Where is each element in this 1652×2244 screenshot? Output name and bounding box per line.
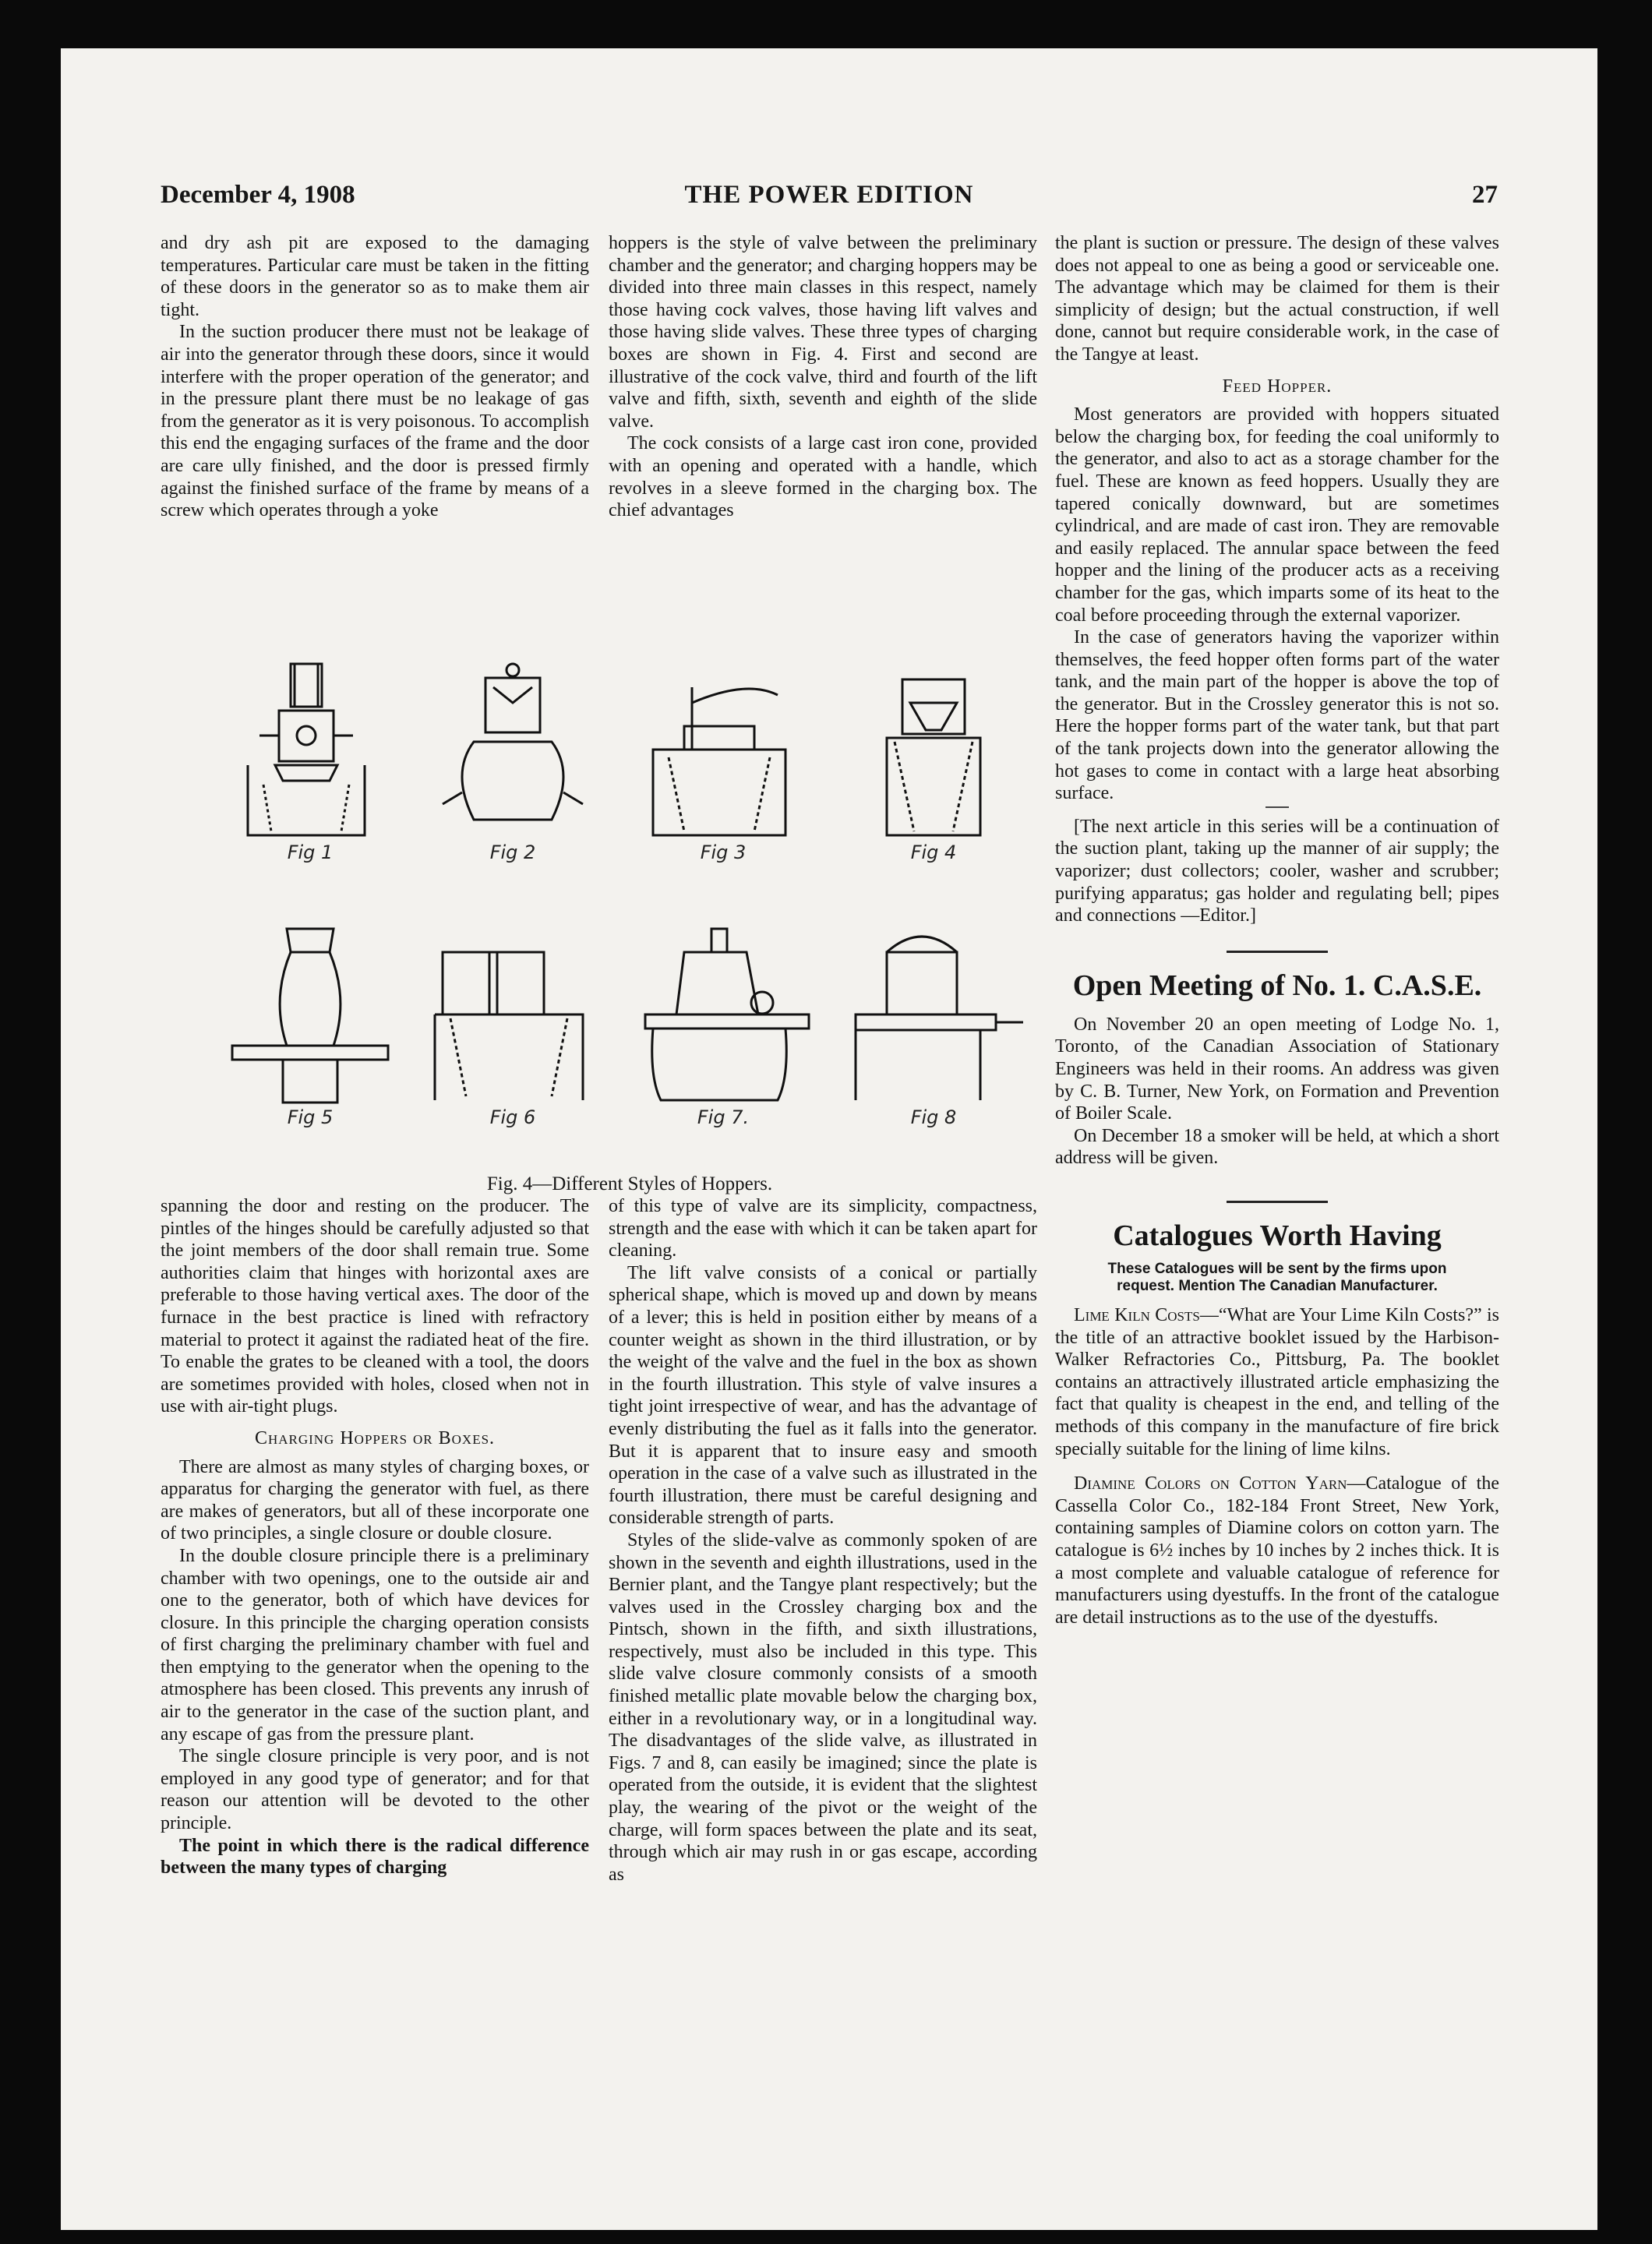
magazine-page <box>61 48 1597 2230</box>
paragraph: Most generators are provided with hoppers situated below the charging box, for feeding the coal uniformly to the generator, and also to act as a storage chamber for the fuel. These are known as feed hoppers. Usually they are tapered conically downward, but are sometimes cylindrical, and are made of cast iron. They are removable and easily replaced. The annular space between the feed hopper and the lining of the producer acts as a receiving chamber for the gas, which imparts some of its heat to the coal before proceeding through the external vaporizer. <box>1055 404 1499 626</box>
issue-date: December 4, 1908 <box>161 181 355 209</box>
fig-4 <box>840 656 1027 874</box>
fig-label: Fig 8 <box>910 1106 957 1128</box>
running-head <box>161 181 1498 220</box>
catalogue-item <box>1055 1473 1499 1628</box>
fig-7 <box>630 921 817 1139</box>
fig-3 <box>630 656 817 874</box>
divider <box>1227 951 1328 953</box>
paragraph: The lift valve consists of a conical or partially spherical shape, which is moved up and down by means of a lever; this is held in position either by means of a counter weight as shown in the third illustration, or by the weight of the valve and the fuel in the box as shown in the fourth illustration. This style of valve insures a tight joint irrespective of wear, and has the advantage of evenly distributing the fuel as it falls into the generator. But it is apparent that to insure easy and smooth operation in the case of a valve such as illustrated in the fourth illustration, there must be careful designing and considerable strength of parts. <box>609 1262 1037 1529</box>
lift-valve-hopper-drawing <box>840 656 1027 839</box>
fig-label: Fig 7. <box>697 1106 750 1128</box>
editor-note: [The next article in this series will be a continuation of the suction plant, taking up the manner of air supply; the vaporizer; dust collectors; cooler, washer and scrubber; purifying apparatus; gas holder and regulating bell; pipes and connections —Editor.] <box>1055 816 1499 926</box>
column-3 <box>1055 232 1499 1628</box>
divider <box>1227 1201 1328 1203</box>
figure-caption: Fig. 4—Different Styles of Hoppers. <box>486 1173 773 1194</box>
cock-valve-hopper-drawing <box>217 656 404 839</box>
catalogue-item-lead: Lime Kiln Costs <box>1074 1304 1200 1325</box>
catalogue-item-lead: Diamine Colors on Cotton Yarn <box>1074 1473 1347 1494</box>
fig-label: Fig 6 <box>489 1106 536 1128</box>
column-2-bottom <box>609 1195 1037 1886</box>
column-2-top <box>609 232 1037 522</box>
catalogue-item-text: —Catalogue of the Cassella Color Co., 182-184 Front Street, New York, containing samples of Diamine colors on cotton yarn. The catalogue is 6½ inches by 10 inches by 2 inches thick. It is a most complete and valuable catalogue of reference for manufacturers using dyestuffs. In the front of the catalogue are detail instructions as to the use of the dyestuffs. <box>1055 1473 1499 1628</box>
paragraph: There are almost as many styles of charging boxes, or apparatus for charging the generator with fuel, as there are makes of generators, but all of these incorporate one of two principles, a single closure or double closure. <box>161 1456 589 1544</box>
cock-valve-hopper-drawing <box>419 656 606 839</box>
paragraph: In the case of generators having the vaporizer within themselves, the feed hopper often forms part of the water tank, and the main part of the hopper is above the top of the generator. But in the Crossley generator this is not so. Here the hopper forms part of the water tank, but that part of the tank projects down into the generator allowing the hot gases to come in contact with a large heat absorbing surface. <box>1055 627 1499 804</box>
slide-valve-hopper-drawing <box>840 921 1027 1104</box>
fig-label: Fig 2 <box>489 842 536 863</box>
paragraph-bold: The point in which there is the radical difference between the many types of charging <box>161 1835 589 1879</box>
paragraph: In the double closure principle there is a preliminary chamber with two openings, one to the outside air and one to the generator, both of which have devices for closure. In this principle the charging operation consists of first charging the preliminary chamber with fuel and then emptying to the generator when the opening to the atmosphere has been closed. This prevents any inrush of air to the generator in the case of the suction plant, and any escape of gas from the pressure plant. <box>161 1545 589 1745</box>
paragraph: The single closure principle is very poor, and is not employed in any good type of generator; and for that reason our attention will be devoted to the other principle. <box>161 1746 589 1834</box>
paragraph: of this type of valve are its simplicity, compactness, strength and the ease with which it can be taken apart for cleaning. <box>609 1196 1037 1261</box>
slide-valve-hopper-drawing <box>630 921 817 1104</box>
column-1-top <box>161 232 589 522</box>
page-number: 27 <box>1472 181 1498 209</box>
fig-1 <box>217 656 404 874</box>
slide-valve-hopper-drawing <box>419 921 606 1104</box>
catalogues-heading: Catalogues Worth Having <box>1113 1219 1442 1252</box>
paragraph: The cock consists of a large cast iron cone, provided with an opening and operated with a handle, which revolves in a sleeve formed in the charging box. The chief advantages <box>609 433 1037 521</box>
slide-valve-hopper-drawing <box>217 921 404 1104</box>
paragraph: On November 20 an open meeting of Lodge No. 1, Toronto, of the Canadian Association of Stationary Engineers was held in their rooms. An address was given by C. B. Turner, New York, on Formation and Prevention of Boiler Scale. <box>1055 1014 1499 1124</box>
paragraph: hoppers is the style of valve between the preliminary chamber and the generator; and charging hoppers may be divided into three main classes in this respect, namely those having cock valves, those having lift valves and those having slide valves. These three types of charging boxes are shown in Fig. 4. First and second are illustrative of the cock valve, third and fourth of the lift valve and fifth, sixth, seventh and eighth of the slide valve. <box>609 233 1038 432</box>
catalogue-item <box>1055 1304 1499 1460</box>
section-heading-feed-hopper: Feed Hopper. <box>1222 376 1333 397</box>
paragraph: Styles of the slide-valve as commonly spoken of are shown in the seventh and eighth illustrations, used in the Bernier plant, and the Tangye plant respectively; but the valves used in the Crossley charging box and the Pintsch, shown in the fifth, and sixth illustrations, respectively, must also be included in this type. This slide valve closure commonly consists of a smooth finished metallic plate movable below the charging box, either in a revolutionary way, or in a longitudinal way. The disadvantages of the slide valve, as illustrated in Figs. 7 and 8, can easily be imagined; since the plate is operated from the outside, it is evident that the slightest play, the wearing of the pivot or the weight of the charge, will form spaces between the plate and its seat, through which air may rush in or gas escape, according as <box>609 1530 1037 1885</box>
paragraph: In the suction producer there must not be leakage of air into the generator through these doors, since it would interfere with the proper operation of the generator; and in the pressure plant there must be no leakage of gas from the generator as it is very poisonous. To accomplish this end the engaging surfaces of the frame and the door are care ully finished, and the door is pressed firmly against the finished surface of the frame by means of a screw which operates through a yoke <box>161 322 589 521</box>
fig-label: Fig 4 <box>910 842 957 863</box>
catalogues-subheading: These Catalogues will be sent by the firms upon request. Mention The Canadian Manufacturer. <box>1107 1260 1447 1294</box>
column-1-bottom <box>161 1195 589 1879</box>
catalogue-item-text: —“What are Your Lime Kiln Costs?” is the title of an attractive booklet issued by the Harbison-Walker Refractories Co., Pittsburg, Pa. The booklet contains an attractively illustrated article emphasizing the fact that quality is cheapest in the end, and telling of the methods of this company in the manufacture of fire brick specially suitable for the lining of lime kilns. <box>1055 1304 1499 1459</box>
fig-6 <box>419 921 606 1139</box>
fig-2 <box>419 656 606 874</box>
paragraph: On December 18 a smoker will be held, at which a short address will be given. <box>1055 1125 1499 1169</box>
open-meeting-heading: Open Meeting of No. 1. C.A.S.E. <box>1072 969 1482 1002</box>
fig-label: Fig 5 <box>287 1106 334 1128</box>
fig-8 <box>840 921 1027 1139</box>
publication-title: THE POWER EDITION <box>684 181 974 209</box>
paragraph: the plant is suction or pressure. The design of these valves does not appeal to one as being a good or serviceable one. The advantage which may be claimed for them is their simplicity of design; but the actual construction, if well done, cannot but require considerable work, in the case of the Tangye at least. <box>1055 233 1499 365</box>
fig-label: Fig 3 <box>700 842 747 863</box>
section-heading-charging-hoppers: Charging Hoppers or Boxes. <box>254 1427 496 1448</box>
fig-label: Fig 1 <box>287 842 334 863</box>
paragraph: spanning the door and resting on the producer. The pintles of the hinges should be carefully adjusted so that the joint members of the door shall remain true. Some authorities claim that hinges with horizontal axes are preferable to those having vertical axes. The door of the furnace in the best practice is lined with refractory material to protect it against the radiated heat of the fire. To enable the grates to be cleaned with a tool, the doors are sometimes provided with holes, closed when not in use with air-tight plugs. <box>161 1196 589 1417</box>
paragraph: and dry ash pit are exposed to the damaging temperatures. Particular care must be taken in the fitting of these doors in the generator so as to make them air tight. <box>161 233 589 320</box>
divider <box>1265 806 1289 808</box>
lift-valve-hopper-drawing <box>630 656 817 839</box>
fig-5 <box>217 921 404 1139</box>
figure-hoppers <box>217 633 1043 1194</box>
